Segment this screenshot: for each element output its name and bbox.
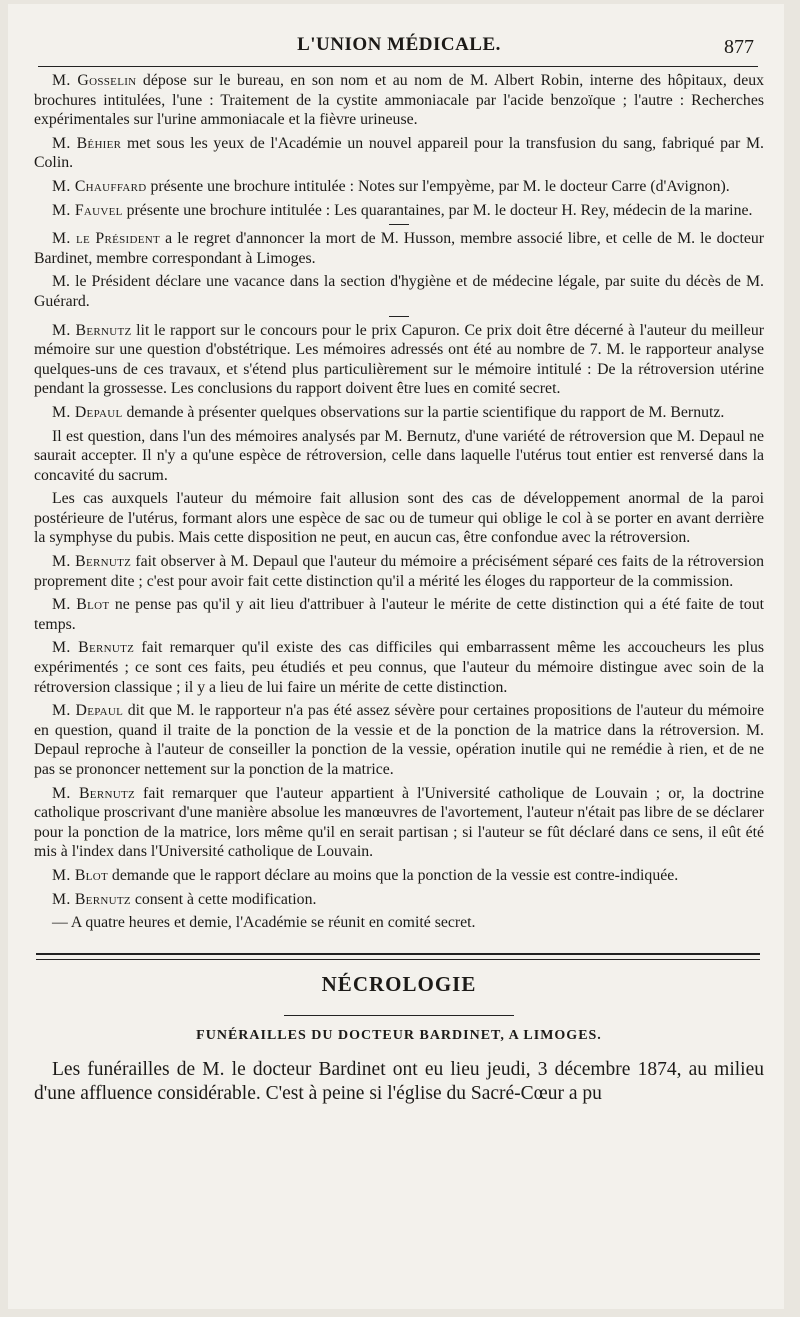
- separator-dash: [389, 316, 409, 317]
- speaker: M. Bernutz: [52, 321, 132, 339]
- paragraph: [34, 427, 764, 486]
- paragraph-text: met sous les yeux de l'Académie un nouvel appareil pour la transfusion du sang, fabriqué par M. Colin.: [34, 134, 764, 172]
- speaker: M. le Président: [52, 230, 161, 248]
- paragraph-text: demande que le rapport déclare au moins que la ponction de la vessie est contre-indiquée.: [107, 866, 679, 884]
- speaker: M. Bernutz: [52, 553, 132, 571]
- speaker: M. Fauvel: [52, 201, 123, 219]
- paragraph-text: lit le rapport sur le concours pour le prix Capuron. Ce prix doit être décerné à l'auteur du meilleur mémoire sur une question d'obstétrique. Les mémoires adressés ont été au nombre de 7. M. le rapporteur analyse quelques-uns de ces travaux, et s'étend plus particulièrement sur le mémoire intitulé : De la rétroversion utérine pendant la grossesse. Les conclusions du rapport doivent être lues en comité secret.: [34, 321, 764, 398]
- speaker: M. Depaul: [52, 403, 123, 421]
- paragraph: [34, 913, 764, 933]
- article-title: FUNÉRAILLES DU DOCTEUR BARDINET, A LIMOGES.: [196, 1027, 602, 1043]
- paragraph-text: dit que M. le rapporteur n'a pas été assez sévère pour certaines propositions de l'auteur du mémoire en question, quand il traite de la ponction de la vessie et de la ponction de la matrice dans la rétroversion. M. Depaul reproche à l'auteur de conseiller la ponction de la vessie, opération inutile qui ne remédie à rien, et de ne pas se prononcer nettement sur la ponction de la matrice.: [34, 702, 764, 778]
- obituary-text: [34, 1058, 764, 1106]
- running-head: [34, 4, 764, 58]
- separator-dash: [389, 224, 409, 225]
- paragraph: [34, 552, 764, 591]
- section-title-rule: [284, 1015, 514, 1016]
- paragraph: [34, 272, 764, 311]
- paragraph-text: Il est question, dans l'un des mémoires analysés par M. Bernutz, d'une variété de rétroversion que M. Depaul ne saurait accepter. Il n'y a qu'une espèce de rétroversion, celle dans laquelle l'utérus tout entier est renversé dans la concavité du sacrum.: [34, 427, 764, 484]
- speaker: M. Blot: [52, 866, 108, 884]
- section-title: NÉCROLOGIE: [321, 971, 477, 996]
- paragraph-text: présente une brochure intitulée : Les quarantaines, par M. le docteur H. Rey, médecin de la marine.: [122, 201, 753, 219]
- paragraph-text: dépose sur le bureau, en son nom et au nom de M. Albert Robin, interne des hôpitaux, deux brochures intitulées, l'une : Traitement de la cystite ammoniacale par l'acide benzoïque ; l'autre : Recherches expérimentales sur l'urine ammoniacale et la fièvre urineuse.: [34, 72, 764, 129]
- paragraph: [34, 403, 764, 423]
- speaker: M. Depaul: [52, 702, 124, 720]
- speaker: M. Bernutz: [52, 784, 135, 802]
- paragraph: [34, 866, 764, 886]
- paragraph: Les funérailles de M. le docteur Bardinet ont eu lieu jeudi, 3 décembre 1874, au milieu d'une affluence considérable. C'est à peine si l'église du Sacré-Cœur a pu: [34, 1058, 764, 1104]
- paragraph-text: consent à cette modification.: [130, 890, 317, 908]
- paragraph: [34, 489, 764, 548]
- paragraph: [34, 890, 764, 910]
- paragraph: [34, 321, 764, 399]
- paragraph: [34, 134, 764, 173]
- header-rule: [38, 66, 758, 67]
- paragraph-text: M. le Président déclare une vacance dans la section d'hygiène et de médecine légale, par suite du décès de M. Guérard.: [34, 273, 764, 310]
- paragraph: [34, 784, 764, 862]
- paragraph-text: ne pense pas qu'il y ait lieu d'attribuer à l'auteur le mérite de cette distinction qui a été faite de tout temps.: [34, 596, 764, 633]
- section-divider: [36, 953, 760, 960]
- speaker: M. Blot: [52, 596, 110, 614]
- paragraph-text: fait remarquer qu'il existe des cas difficiles qui embarrassent même les accoucheurs les plus expérimentés ; ce sont ces faits, peu étudiés et peu connus, que l'auteur du mémoire distingue avec soin de la rétroversion classique ; il y a lieu de lui faire un mérite de cette distinction.: [34, 639, 764, 696]
- paragraph-text: présente une brochure intitulée : Notes sur l'empyème, par M. le docteur Carre (d'Avignon).: [146, 177, 730, 195]
- paragraph: [34, 229, 764, 268]
- speaker: M. Bernutz: [52, 639, 135, 657]
- paragraph-text: fait remarquer que l'auteur appartient à l'Université catholique de Louvain ; or, la doctrine catholique proscrivant d'une manière absolue les manœuvres de l'avortement, l'auteur n'était pas libre de se déclarer pour la ponction de la matrice, lors même qu'il en serait partisan ; si l'auteur se fût déclaré dans ce sens, il eût été mis à l'index dans l'Université catholique de Louvain.: [34, 784, 764, 861]
- journal-title: L'UNION MÉDICALE.: [297, 34, 501, 55]
- paragraph-text: Les cas auxquels l'auteur du mémoire fait allusion sont des cas de développement anormal de la paroi postérieure de l'utérus, formant alors une espèce de sac ou de tumeur qui oblige le col à se porter en avant derrière la symphyse du pubis. Mais cette disposition ne peut, en aucun cas, être confondue avec la rétroversion.: [34, 490, 764, 547]
- page-number: 877: [724, 36, 754, 58]
- speaker: M. Chauffard: [52, 177, 147, 195]
- paragraph: [34, 701, 764, 779]
- paragraph: [34, 71, 764, 130]
- paragraph-text: — A quatre heures et demie, l'Académie se réunit en comité secret.: [52, 914, 476, 932]
- paragraph: [34, 201, 764, 221]
- paragraph: [34, 638, 764, 697]
- paragraph-text: a le regret d'annoncer la mort de M. Husson, membre associé libre, et celle de M. le docteur Bardinet, membre correspondant à Limoges.: [34, 230, 765, 267]
- academy-proceedings: [34, 71, 764, 933]
- speaker: M. Béhier: [52, 134, 122, 152]
- speaker: M. Gosselin: [52, 72, 137, 89]
- paragraph: [34, 595, 764, 634]
- paragraph-text: fait observer à M. Depaul que l'auteur du mémoire a précisément séparé ces faits de la rétroversion proprement dite ; c'est pour avoir fait cette distinction qu'il a mérité les éloges du rapporteur de la commission.: [34, 553, 764, 590]
- paragraph: [34, 177, 764, 197]
- speaker: M. Bernutz: [52, 890, 131, 908]
- newspaper-page: [8, 4, 784, 1309]
- paragraph-text: demande à présenter quelques observations sur la partie scientifique du rapport de M. Bernutz.: [122, 403, 725, 421]
